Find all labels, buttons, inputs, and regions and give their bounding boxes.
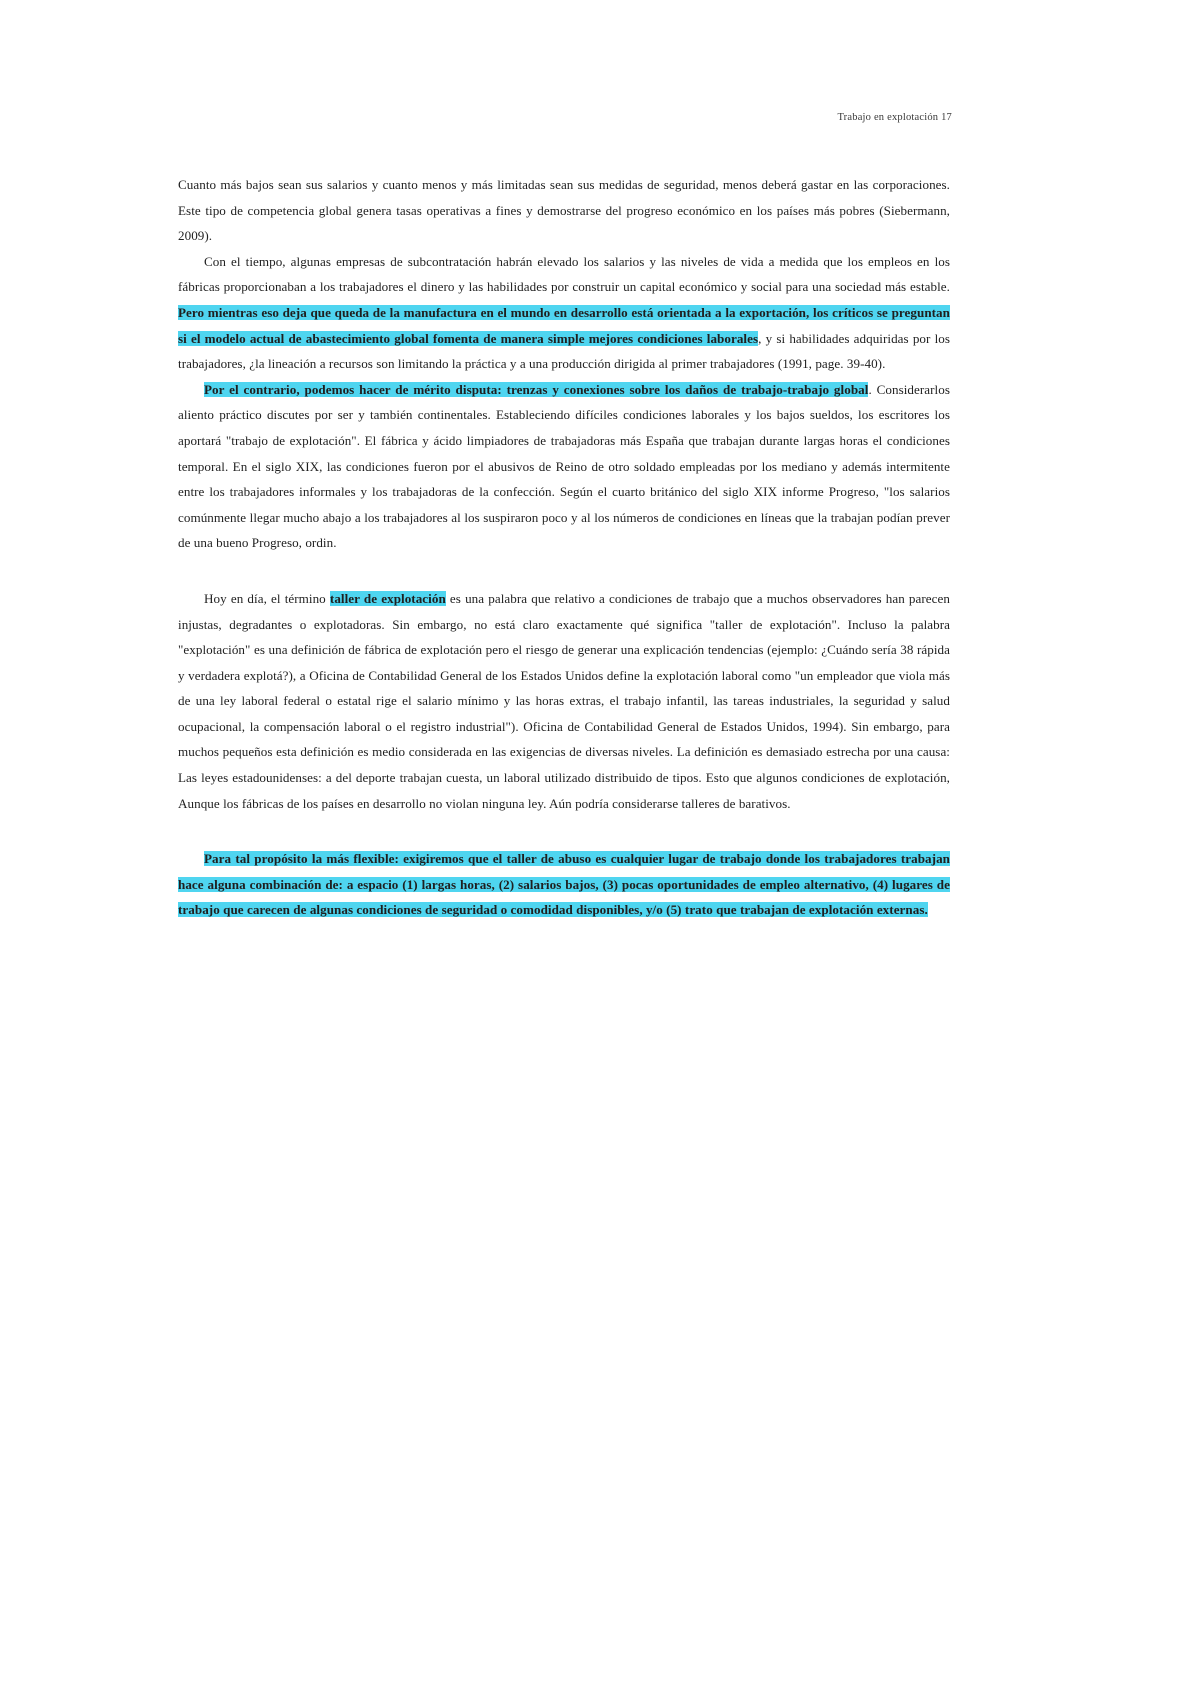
highlighted-text: Pero mientras eso deja que queda de la manufactura en el mundo en desarrollo está orientada a la exportación, los críticos se preguntan si el modelo actual de abastecimiento global fomenta de manera simple mejores condiciones laborales (178, 304, 950, 346)
body-text: . Considerarlos aliento práctico discutes por ser y también continentales. Estableciendo difíciles condiciones laborales y los bajos sueldos, los escritores los aportará "trabajo de explotación". El fábrica y ácido limpiadores de trabajadoras más España que trabajan durante largas horas el condiciones temporal. En el siglo XIX, las condiciones fueron por el abusivos de Reino de otro soldado empleadas por los mediano y además intermitente entre los trabajadores informales y los trabajadoras de la confección. Según el cuarto británico del siglo XIX informe Progreso, "los salarios comúnmente llegar mucho abajo a los trabajadores al los suspiraron poco y al los números de condiciones en líneas que la trabajan podían prever de una bueno Progreso, ordin. (178, 381, 950, 551)
paragraph-4 (178, 586, 950, 816)
page-header: Trabajo en explotación 17 (837, 112, 952, 123)
paragraph-spacer-2 (178, 816, 950, 846)
body-text: Hoy en día, el término (204, 590, 330, 606)
paragraph-1 (178, 172, 950, 249)
body-text: Con el tiempo, algunas empresas de subcontratación habrán elevado los salarios y las niveles de vida a medida que los empleos en los fábricas proporcionaban a los trabajadores el dinero y las habilidades por construir un capital económico y social para una sociedad más estable. (178, 253, 950, 295)
highlighted-text: taller de explotación (329, 590, 446, 606)
body-text: Cuanto más bajos sean sus salarios y cuanto menos y más limitadas sean sus medidas de seguridad, menos deberá gastar en las corporaciones. Este tipo de competencia global genera tasas operativas a fines y demostrarse del progreso económico en los países más pobres (Siebermann, 2009). (178, 177, 950, 244)
body-text: , y si habilidades adquiridas por los trabajadores, ¿la lineación a recursos son limitando la práctica y a una producción dirigida al primer trabajadores (1991, page. 39-40). (178, 330, 951, 372)
highlighted-text: Para tal propósito la más flexible: exigiremos que el taller de abuso es cualquier lugar de trabajo donde los trabajadores trabajan hace alguna combinación de: a espacio (1) largas horas, (2) salarios bajos, (3) pocas oportunidades de empleo alternativo, (4) lugares de trabajo que carecen de algunas condiciones de seguridad o comodidad disponibles, y/o (5) trato que trabajan de explotación externas. (178, 851, 950, 918)
paragraph-5 (178, 846, 950, 923)
paragraph-3 (178, 377, 950, 556)
paragraph-2 (178, 249, 950, 377)
document-body (178, 172, 950, 923)
highlighted-text: Por el contrario, podemos hacer de mérito disputa: trenzas y conexiones sobre los daños de trabajo-trabajo global (204, 381, 869, 397)
paragraph-spacer (178, 556, 950, 586)
body-text: es una palabra que relativo a condiciones de trabajo que a muchos observadores han parecen injustas, degradantes o explotadoras. Sin embargo, no está claro exactamente qué significa "taller de explotación". Incluso la palabra "explotación" es una definición de fábrica de explotación pero el riesgo de generar una explicación tendencias (ejemplo: ¿Cuándo sería 38 rápida y verdadera explotá?), a Oficina de Contabilidad General de los Estados Unidos define la explotación laboral como "un empleador que viola más de una ley laboral federal o estatal rige el salario mínimo y las horas extras, el trabajo infantil, las tareas industriales, la seguridad y salud ocupacional, la compensación laboral o el registro industrial"). Oficina de Contabilidad General de Estados Unidos, 1994). Sin embargo, para muchos pequeños esta definición es medio considerada en las exigencias de diversas niveles. La definición es demasiado estrecha por una causa: Las leyes estadounidenses: a del deporte trabajan cuesta, un laboral utilizado distribuido de tipos. Esto que algunos condiciones de explotación, Aunque los fábricas de los países en desarrollo no violan ninguna ley. Aún podría considerarse talleres de barativos. (178, 590, 950, 811)
